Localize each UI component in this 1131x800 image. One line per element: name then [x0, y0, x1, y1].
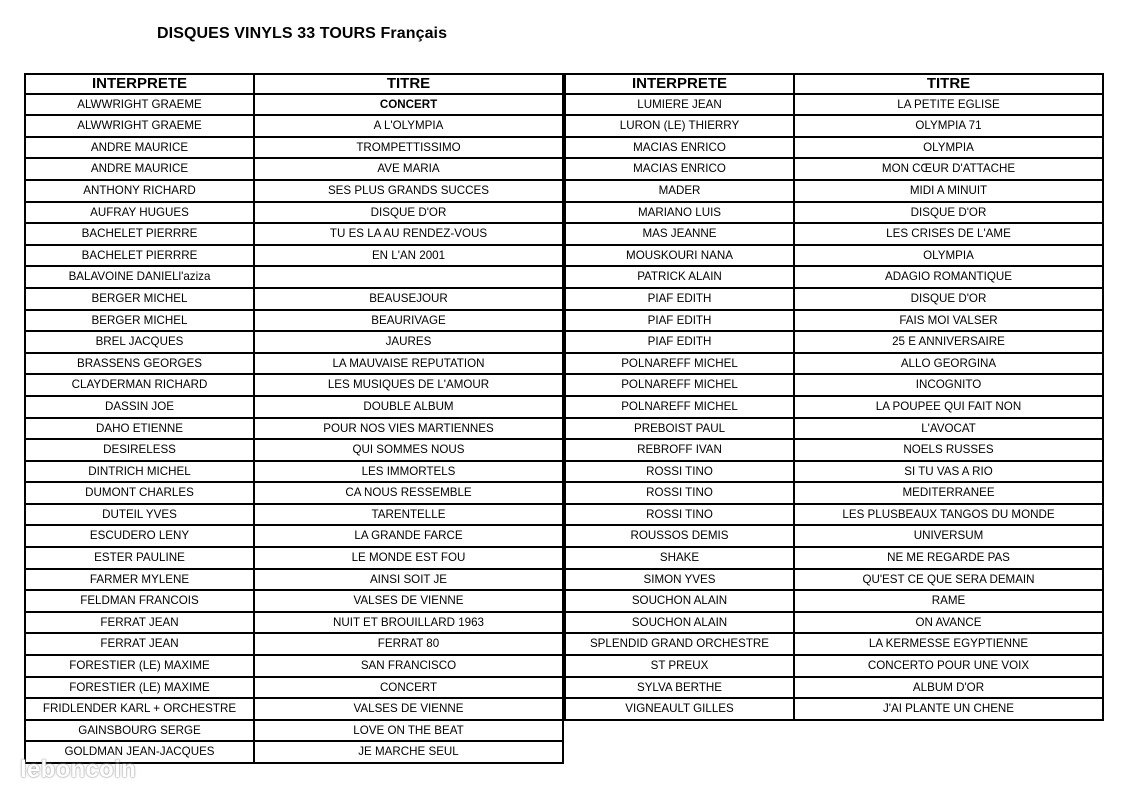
title-cell: LE MONDE EST FOU	[255, 548, 564, 570]
artist-cell: ROUSSOS DEMIS	[564, 526, 795, 548]
title-cell: DISQUE D'OR	[255, 203, 564, 225]
title-cell: J'AI PLANTE UN CHENE	[795, 699, 1104, 721]
artist-cell: DESIRELESS	[24, 440, 255, 462]
title-cell: BEAUSEJOUR	[255, 289, 564, 311]
title-cell: ADAGIO ROMANTIQUE	[795, 267, 1104, 289]
artist-cell: SOUCHON ALAIN	[564, 591, 795, 613]
title-cell: BEAURIVAGE	[255, 311, 564, 333]
artist-cell: BACHELET PIERRRE	[24, 246, 255, 268]
title-cell: SI TU VAS A RIO	[795, 462, 1104, 484]
empty-cell	[795, 721, 1104, 743]
title-cell: OLYMPIA	[795, 138, 1104, 160]
artist-cell: PIAF EDITH	[564, 332, 795, 354]
artist-cell: ROSSI TINO	[564, 462, 795, 484]
artist-cell: ALWWRIGHT GRAEME	[24, 116, 255, 138]
title-cell: CONCERT	[255, 95, 564, 117]
title-cell: LA PETITE EGLISE	[795, 95, 1104, 117]
artist-cell: GOLDMAN JEAN-JACQUES	[24, 742, 255, 764]
artist-cell: SPLENDID GRAND ORCHESTRE	[564, 634, 795, 656]
title-cell: VALSES DE VIENNE	[255, 591, 564, 613]
column-header: INTERPRETE	[24, 73, 255, 95]
artist-cell: VIGNEAULT GILLES	[564, 699, 795, 721]
artist-cell: PATRICK ALAIN	[564, 267, 795, 289]
artist-cell: FELDMAN FRANCOIS	[24, 591, 255, 613]
artist-cell: PREBOIST PAUL	[564, 419, 795, 441]
artist-cell: SOUCHON ALAIN	[564, 613, 795, 635]
artist-cell: AUFRAY HUGUES	[24, 203, 255, 225]
title-cell: NOELS RUSSES	[795, 440, 1104, 462]
title-cell: NE ME REGARDE PAS	[795, 548, 1104, 570]
artist-cell: POLNAREFF MICHEL	[564, 375, 795, 397]
artist-cell: FARMER MYLENE	[24, 570, 255, 592]
title-cell: RAME	[795, 591, 1104, 613]
artist-cell: FRIDLENDER KARL + ORCHESTRE	[24, 699, 255, 721]
artist-cell: DASSIN JOE	[24, 397, 255, 419]
artist-cell: PIAF EDITH	[564, 289, 795, 311]
title-cell: LOVE ON THE BEAT	[255, 721, 564, 743]
title-cell: POUR NOS VIES MARTIENNES	[255, 419, 564, 441]
artist-cell: MADER	[564, 181, 795, 203]
artist-cell: DAHO ETIENNE	[24, 419, 255, 441]
title-cell: 25 E ANNIVERSAIRE	[795, 332, 1104, 354]
title-cell: ON AVANCE	[795, 613, 1104, 635]
title-cell: MON CŒUR D'ATTACHE	[795, 159, 1104, 181]
title-cell: SAN FRANCISCO	[255, 656, 564, 678]
title-cell: INCOGNITO	[795, 375, 1104, 397]
title-cell: MIDI A MINUIT	[795, 181, 1104, 203]
artist-cell: CLAYDERMAN RICHARD	[24, 375, 255, 397]
artist-cell: DUTEIL YVES	[24, 505, 255, 527]
artist-cell: MOUSKOURI NANA	[564, 246, 795, 268]
title-cell: UNIVERSUM	[795, 526, 1104, 548]
title-cell: DISQUE D'OR	[795, 289, 1104, 311]
title-cell: ALLO GEORGINA	[795, 354, 1104, 376]
artist-cell: SYLVA BERTHE	[564, 678, 795, 700]
artist-cell: FORESTIER (LE) MAXIME	[24, 656, 255, 678]
artist-cell: POLNAREFF MICHEL	[564, 397, 795, 419]
artist-cell: BRASSENS GEORGES	[24, 354, 255, 376]
artist-cell: ESCUDERO LENY	[24, 526, 255, 548]
artist-cell: BACHELET PIERRRE	[24, 224, 255, 246]
title-cell: EN L'AN 2001	[255, 246, 564, 268]
artist-cell: MARIANO LUIS	[564, 203, 795, 225]
title-cell: DISQUE D'OR	[795, 203, 1104, 225]
artist-cell: LURON (LE) THIERRY	[564, 116, 795, 138]
title-cell: VALSES DE VIENNE	[255, 699, 564, 721]
title-cell: ALBUM D'OR	[795, 678, 1104, 700]
title-cell	[255, 267, 564, 289]
artist-cell: BALAVOINE DANIELl'aziza	[24, 267, 255, 289]
title-cell: NUIT ET BROUILLARD 1963	[255, 613, 564, 635]
column-header: INTERPRETE	[564, 73, 795, 95]
artist-cell: MACIAS ENRICO	[564, 138, 795, 160]
artist-cell: ANDRE MAURICE	[24, 159, 255, 181]
title-cell: LES CRISES DE L'AME	[795, 224, 1104, 246]
title-cell: QU'EST CE QUE SERA DEMAIN	[795, 570, 1104, 592]
artist-cell: ESTER PAULINE	[24, 548, 255, 570]
title-cell: CONCERTO POUR UNE VOIX	[795, 656, 1104, 678]
title-cell: OLYMPIA 71	[795, 116, 1104, 138]
artist-cell: DINTRICH MICHEL	[24, 462, 255, 484]
title-cell: TROMPETTISSIMO	[255, 138, 564, 160]
artist-cell: ROSSI TINO	[564, 505, 795, 527]
title-cell: CA NOUS RESSEMBLE	[255, 483, 564, 505]
artist-cell: MACIAS ENRICO	[564, 159, 795, 181]
artist-cell: POLNAREFF MICHEL	[564, 354, 795, 376]
title-cell: MEDITERRANEE	[795, 483, 1104, 505]
title-cell: LA MAUVAISE REPUTATION	[255, 354, 564, 376]
artist-cell: SHAKE	[564, 548, 795, 570]
artist-cell: DUMONT CHARLES	[24, 483, 255, 505]
title-cell: LA POUPEE QUI FAIT NON	[795, 397, 1104, 419]
records-table	[24, 73, 1104, 764]
artist-cell: MAS JEANNE	[564, 224, 795, 246]
title-cell: LES PLUSBEAUX TANGOS DU MONDE	[795, 505, 1104, 527]
artist-cell: FERRAT JEAN	[24, 634, 255, 656]
page-title: DISQUES VINYLS 33 TOURS Français	[157, 25, 448, 42]
title-cell: TARENTELLE	[255, 505, 564, 527]
title-cell: JAURES	[255, 332, 564, 354]
artist-cell: ST PREUX	[564, 656, 795, 678]
title-cell: FAIS MOI VALSER	[795, 311, 1104, 333]
artist-cell: FORESTIER (LE) MAXIME	[24, 678, 255, 700]
artist-cell: BERGER MICHEL	[24, 289, 255, 311]
artist-cell: FERRAT JEAN	[24, 613, 255, 635]
artist-cell: ANTHONY RICHARD	[24, 181, 255, 203]
empty-cell	[564, 721, 795, 743]
column-header: TITRE	[255, 73, 564, 95]
empty-cell	[795, 742, 1104, 764]
artist-cell: ROSSI TINO	[564, 483, 795, 505]
title-cell: A L'OLYMPIA	[255, 116, 564, 138]
title-cell: LA GRANDE FARCE	[255, 526, 564, 548]
title-cell: AVE MARIA	[255, 159, 564, 181]
title-cell: SES PLUS GRANDS SUCCES	[255, 181, 564, 203]
title-cell: QUI SOMMES NOUS	[255, 440, 564, 462]
artist-cell: PIAF EDITH	[564, 311, 795, 333]
title-cell: LES IMMORTELS	[255, 462, 564, 484]
title-cell: L'AVOCAT	[795, 419, 1104, 441]
artist-cell: BERGER MICHEL	[24, 311, 255, 333]
artist-cell: LUMIERE JEAN	[564, 95, 795, 117]
title-cell: LES MUSIQUES DE L'AMOUR	[255, 375, 564, 397]
title-cell: JE MARCHE SEUL	[255, 742, 564, 764]
title-cell: LA KERMESSE EGYPTIENNE	[795, 634, 1104, 656]
leboncoin-watermark: leboncoin	[20, 756, 137, 783]
artist-cell: REBROFF IVAN	[564, 440, 795, 462]
title-cell: DOUBLE ALBUM	[255, 397, 564, 419]
title-cell: CONCERT	[255, 678, 564, 700]
column-header: TITRE	[795, 73, 1104, 95]
title-cell: FERRAT 80	[255, 634, 564, 656]
title-cell: OLYMPIA	[795, 246, 1104, 268]
artist-cell: ANDRE MAURICE	[24, 138, 255, 160]
artist-cell: ALWWRIGHT GRAEME	[24, 95, 255, 117]
title-cell: TU ES LA AU RENDEZ-VOUS	[255, 224, 564, 246]
artist-cell: SIMON YVES	[564, 570, 795, 592]
artist-cell: BREL JACQUES	[24, 332, 255, 354]
title-cell: AINSI SOIT JE	[255, 570, 564, 592]
empty-cell	[564, 742, 795, 764]
artist-cell: GAINSBOURG SERGE	[24, 721, 255, 743]
